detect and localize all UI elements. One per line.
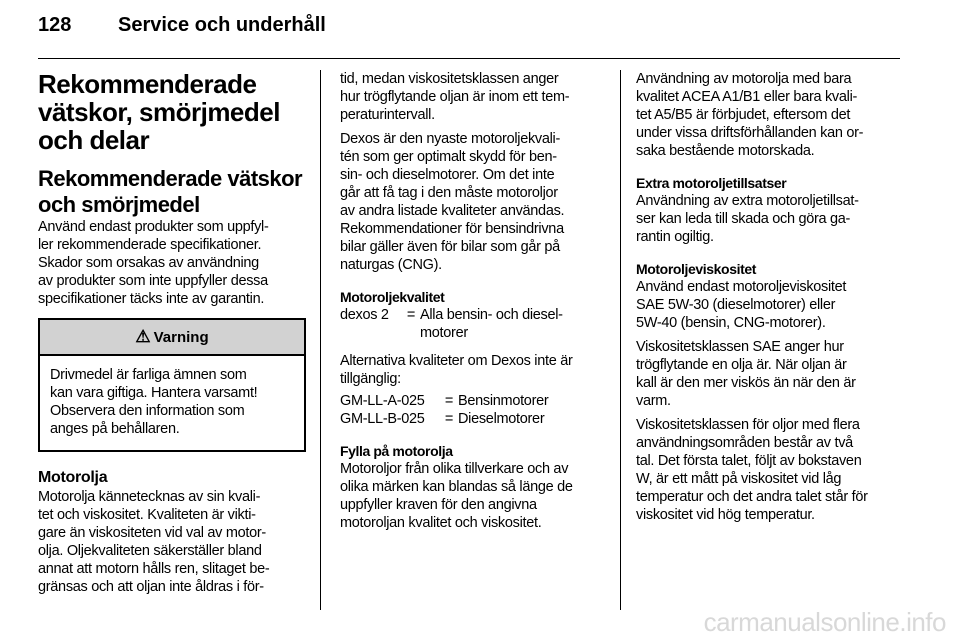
column-divider [320,70,321,610]
section-title: Rekommenderade vätskor och smörjmedel [38,166,303,217]
warning-label: Varning [153,328,209,346]
tillsats-heading: Extra motoroljetillsatser [636,175,787,191]
gm-definitions [340,392,602,428]
gm-definition-row: GM-LL-B-025 = Dieselmotorer [340,411,545,427]
watermark: carmanualsonline.info [703,607,946,637]
motorolja-heading: Motorolja [38,469,108,486]
warning-triangle-icon: ⚠ [135,327,151,346]
dexos-definition: dexos 2 = Alla bensin- och diesel- motorer [340,307,563,341]
multigrade-paragraph: Viskositetsklassen för oljor med flera användningsområden består av två tal. Det första talet, följt av bokstaven W, är ett mått på viskositet vid låg temperatur och det andra talet står för viskositet vid hög temperatur. [636,417,868,523]
fylla-heading: Fylla på motorolja [340,443,453,459]
column-3 [636,70,906,524]
gm-definition-row: GM-LL-A-025 = Bensinmotorer [340,393,549,409]
kvalitet-heading: Motoroljekvalitet [340,289,445,305]
sae-paragraph: Viskositetsklassen SAE anger hur trögflytande en olja är. När oljan är kall är den mer viskös än när den är varm. [636,339,856,409]
page-number: 128 [38,14,72,36]
page-title: Rekommenderade vätskor, smörjmedel och delar [38,69,280,155]
viskositet-heading: Motoroljeviskositet [636,261,756,277]
motorolja-paragraph: Motorolja kännetecknas av sin kvali- tet och viskositet. Kvaliteten är vikti- gare än viskositeten vid val av motor- olja. Oljekvaliteten säkerställer bland annat att motorn hålls ren, slitaget be- gränsas och att oljan inte åldras i för- [38,489,270,595]
intro-paragraph: Använd endast produkter som uppfyl- ler rekommenderade specifikationer. Skador som orsakas av användning av produkter som inte uppfyller dessa specifikationer täcks inte av garantin. [38,219,269,307]
viskositet-paragraph: Använd endast motoroljeviskositet SAE 5W-30 (dieselmotorer) eller 5W-40 (bensin, CNG-motorer). [636,279,847,331]
header-divider [38,58,900,59]
continued-paragraph: tid, medan viskositetsklassen anger hur trögflytande oljan är inom ett tem- peraturintervall. [340,71,570,123]
warning-box [38,318,306,452]
page-header [38,14,900,48]
acea-paragraph: Användning av motorolja med bara kvalitet ACEA A1/B1 eller bara kvali- tet A5/B5 är förbjudet, eftersom det under vissa driftsförhållanden kan or- saka bestående motorskada. [636,71,864,159]
column-1 [38,70,306,596]
dexos-paragraph: Dexos är den nyaste motoroljekvali- tén som ger optimalt skydd för ben- sin- och dieselmotorer. Om det inte går att få tag i den måste motoroljor av andra listade kvaliteter användas. Rekommendationer för bensindrivna bilar gäller även för bilar som går på naturgas (CNG). [340,131,565,273]
column-divider [620,70,621,610]
fylla-paragraph: Motoroljor från olika tillverkare och av olika märken kan blandas så länge de uppfyller kraven för den angivna motoroljan kvalitet och viskositet. [340,461,573,531]
tillsats-paragraph: Användning av extra motoroljetillsat- ser kan leda till skada och göra ga- rantin ogiltig. [636,193,859,245]
alternative-paragraph: Alternativa kvaliteter om Dexos inte är tillgänglig: [340,353,573,387]
warning-text: Drivmedel är farliga ämnen som kan vara giftiga. Hantera varsamt! Observera den information som anges på behållaren. [50,367,258,437]
running-title: Service och underhåll [118,14,326,36]
warning-header [40,320,304,356]
column-2 [340,70,602,532]
